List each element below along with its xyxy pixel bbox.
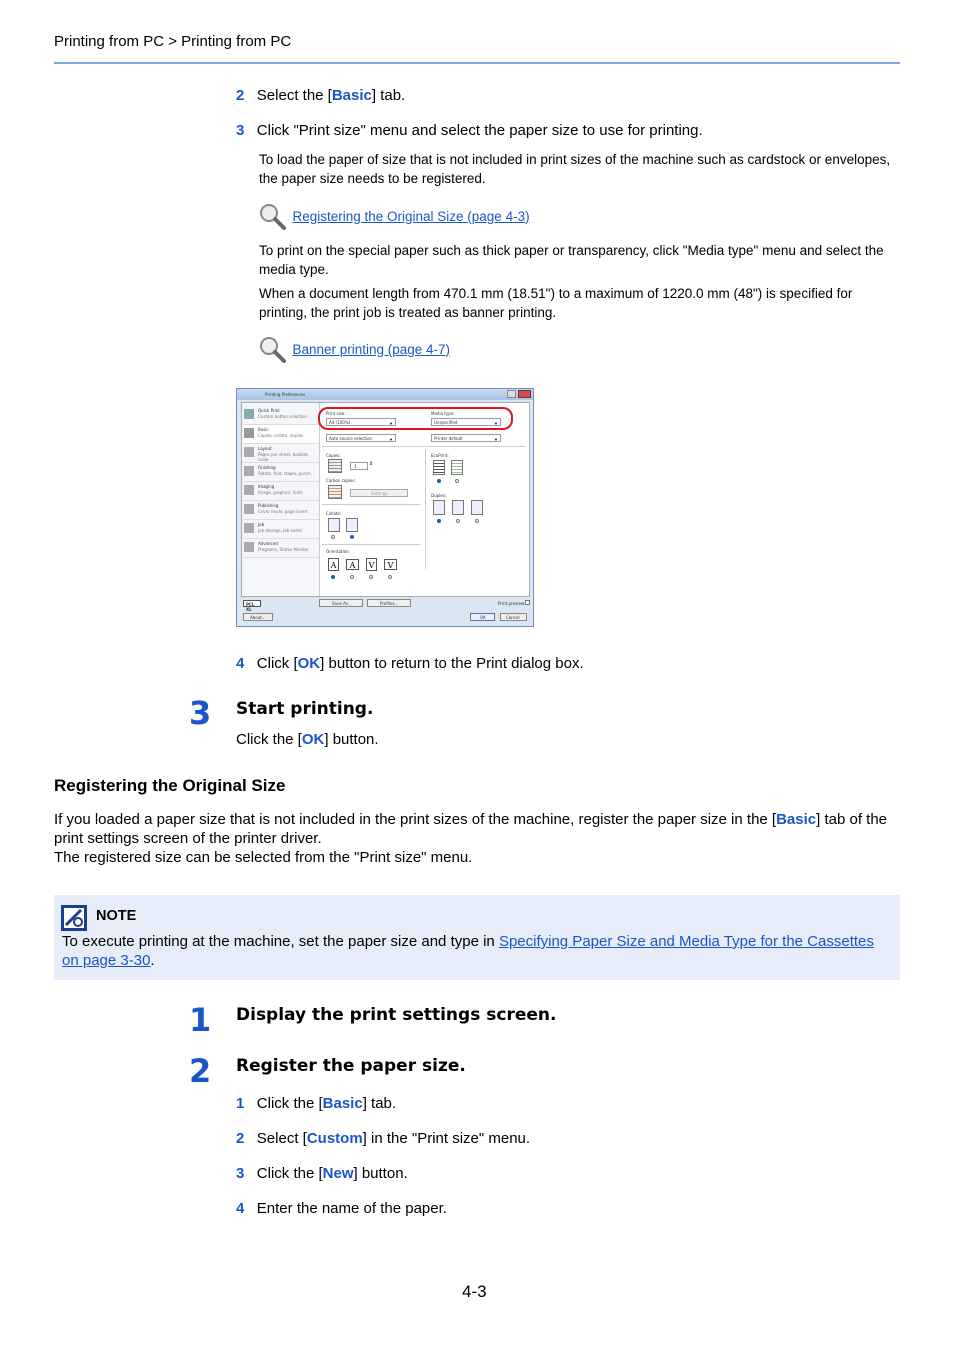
sidebar-item-layout[interactable]: Layout Pages per sheet, booklet, scale: [243, 444, 319, 463]
duplex-label: Duplex:: [431, 493, 447, 498]
substep-3-top: 3 Click "Print size" menu and select the paper size to use for printing.: [236, 122, 703, 139]
step-number: 3: [189, 694, 212, 732]
dialog-title-bar: [237, 389, 533, 400]
chevron-down-icon: ▼: [389, 437, 393, 442]
sidebar-item-advanced[interactable]: Advanced Programs, Status Monitor: [243, 539, 319, 558]
sidebar-item-basic[interactable]: Basic Copies, collate, duplex: [243, 425, 319, 444]
layout-icon: [244, 447, 254, 457]
dialog-title: Printing Preferences: [265, 392, 306, 397]
copies-input[interactable]: 1: [350, 462, 368, 470]
basic-key: Basic: [776, 811, 817, 828]
substep-4-bottom: 4 Enter the name of the paper.: [236, 1200, 447, 1217]
radio-landscape-rotated[interactable]: [388, 575, 392, 579]
substep-1-bottom: 1 Click the [Basic] tab.: [236, 1095, 397, 1112]
step-title: Display the print settings screen.: [236, 1005, 557, 1025]
note-icon: [61, 905, 87, 931]
banner-printing-link[interactable]: Banner printing (page 4-7): [292, 341, 451, 357]
media-type-label: Media type:: [431, 411, 455, 416]
substep-number: 3: [236, 1165, 245, 1182]
print-preview-checkbox[interactable]: [525, 600, 530, 605]
magnifier-icon: [258, 202, 286, 230]
step-3-body: Click the [OK] button.: [236, 731, 379, 748]
carbon-copies-icon: [328, 485, 342, 499]
radio-collate[interactable]: [350, 535, 354, 539]
ecoprint-on-icon: [451, 460, 463, 475]
radio-ecoprint-off[interactable]: [437, 479, 441, 483]
basic-key: Basic: [322, 1095, 363, 1112]
cancel-button[interactable]: Cancel: [500, 613, 527, 621]
sidebar-item-job[interactable]: Job Job storage, job name: [243, 520, 319, 539]
divider: [322, 544, 420, 545]
substep-2-bottom: 2 Select [Custom] in the "Print size" menu.: [236, 1130, 531, 1147]
chevron-down-icon: ▼: [494, 437, 498, 442]
substep-number: 4: [236, 1200, 245, 1217]
landscape-icon: A: [346, 559, 359, 570]
specifying-paper-size-link[interactable]: Specifying Paper Size and Media Type for the Cassettes on page 3-30: [62, 933, 874, 969]
note-label: NOTE: [96, 908, 137, 924]
step-number: 1: [189, 1001, 212, 1039]
radio-duplex-short[interactable]: [475, 519, 479, 523]
portrait-rotated-icon: V: [366, 558, 377, 571]
pcl-xl-badge: PCL XL: [243, 600, 261, 607]
close-icon[interactable]: [518, 390, 531, 398]
sidebar-item-publishing[interactable]: Publishing Cover mode, page insert: [243, 501, 319, 520]
landscape-rotated-icon: V: [384, 559, 397, 570]
radio-duplex-long[interactable]: [456, 519, 460, 523]
substep-4-top: 4 Click [OK] button to return to the Print dialog box.: [236, 655, 584, 672]
finishing-icon: [244, 466, 254, 476]
destination-select[interactable]: Printer default ▼: [431, 434, 501, 442]
advanced-icon: [244, 542, 254, 552]
radio-portrait[interactable]: [331, 575, 335, 579]
ok-button[interactable]: OK: [470, 613, 495, 621]
page-number: 4-3: [462, 1282, 487, 1301]
magnifier-icon: [258, 335, 286, 363]
profiles-button[interactable]: Profiles...: [367, 599, 411, 607]
divider: [322, 504, 420, 505]
radio-duplex-off[interactable]: [437, 519, 441, 523]
save-as-button[interactable]: Save As...: [319, 599, 363, 607]
step-title: Register the paper size.: [236, 1056, 466, 1076]
basic-icon: [244, 428, 254, 438]
printing-preferences-screenshot: [236, 388, 534, 627]
duplex-long-icon: [452, 500, 464, 515]
duplex-short-icon: [471, 500, 483, 515]
portrait-icon: A: [328, 558, 339, 571]
substep-3-bottom: 3 Click the [New] button.: [236, 1165, 408, 1182]
paragraph-media-type: To print on the special paper such as thick paper or transparency, click "Media type" menu and select the media type.: [259, 243, 884, 277]
sidebar-item-finishing[interactable]: Finishing Rotate, fold, staple, punch: [243, 463, 319, 482]
sidebar-item-imaging[interactable]: Imaging Image, graphics, fonts: [243, 482, 319, 501]
substep-number: 2: [236, 87, 245, 104]
carbon-settings-button[interactable]: Settings...: [350, 489, 408, 497]
substep-number: 1: [236, 1095, 245, 1112]
registering-original-size-link[interactable]: Registering the Original Size (page 4-3): [292, 208, 530, 224]
section-heading: Registering the Original Size: [54, 776, 286, 795]
sidebar-item-quick-print[interactable]: Quick Print Custom button selection: [243, 406, 319, 425]
ok-key: OK: [297, 655, 321, 672]
spinner-icon[interactable]: ⇕: [369, 461, 374, 467]
reference-2: [258, 335, 450, 365]
copies-label: Copies:: [326, 453, 341, 458]
step-title: Start printing.: [236, 699, 374, 719]
print-size-label: Print size:: [326, 411, 346, 416]
ecoprint-off-icon: [433, 460, 445, 475]
help-icon[interactable]: [507, 390, 516, 398]
dialog-body: [241, 402, 530, 597]
paragraph-register-note: To load the paper of size that is not included in print sizes of the machine such as cardstock or envelopes, the paper size needs to be registered.: [259, 152, 891, 186]
highlight-ellipse: [318, 407, 513, 430]
imaging-icon: [244, 485, 254, 495]
reference-1: [258, 202, 530, 232]
new-key: New: [322, 1165, 354, 1182]
note-text: To execute printing at the machine, set the paper size and type in Specifying Paper Size and Media Type for the Cassettes on page 3-30.: [62, 933, 874, 969]
publishing-icon: [244, 504, 254, 514]
substep-number: 4: [236, 655, 245, 672]
radio-portrait-rotated[interactable]: [369, 575, 373, 579]
radio-landscape[interactable]: [350, 575, 354, 579]
dialog-sidebar: [242, 403, 320, 596]
chevron-down-icon: ▼: [494, 421, 498, 426]
paragraph-banner: When a document length from 470.1 mm (18.51") to a maximum of 1220.0 mm (48") is specified for printing, the print job is treated as banner printing.: [259, 286, 853, 320]
chevron-down-icon: ▼: [389, 421, 393, 426]
divider-vertical: [425, 449, 426, 569]
source-select[interactable]: Auto source selection ▼: [326, 434, 396, 442]
carbon-copies-label: Carbon copies:: [326, 478, 356, 483]
print-size-select[interactable]: A4 (100%) ▼: [326, 418, 396, 426]
about-button[interactable]: About...: [243, 613, 273, 621]
substep-number: 2: [236, 1130, 245, 1147]
header-rule: [54, 62, 900, 64]
media-type-select[interactable]: Unspecified ▼: [431, 418, 501, 426]
copies-icon: [328, 459, 342, 473]
collate-label: Collate:: [326, 511, 342, 516]
substep-2-top: 2 Select the [Basic] tab.: [236, 87, 406, 104]
radio-uncollate[interactable]: [331, 535, 335, 539]
orientation-label: Orientation:: [326, 549, 350, 554]
quick-print-icon: [244, 409, 254, 419]
job-icon: [244, 523, 254, 533]
basic-key: Basic: [331, 87, 372, 104]
step-number: 2: [189, 1052, 212, 1090]
ecoprint-label: EcoPrint:: [431, 453, 449, 458]
breadcrumb: Printing from PC > Printing from PC: [54, 33, 292, 50]
collate-icon: [346, 518, 358, 532]
divider: [322, 446, 525, 447]
section-paragraph-2: The registered size can be selected from the "Print size" menu.: [54, 849, 473, 866]
duplex-off-icon: [433, 500, 445, 515]
substep-number: 3: [236, 122, 245, 139]
uncollate-icon: [328, 518, 340, 532]
custom-key: Custom: [306, 1130, 363, 1147]
ok-key: OK: [301, 731, 325, 748]
note-box: [54, 895, 900, 980]
print-preview-label: Print preview: [498, 601, 525, 606]
radio-ecoprint-on[interactable]: [455, 479, 459, 483]
sidebar-list: [243, 406, 319, 558]
section-paragraph: If you loaded a paper size that is not included in the print sizes of the machine, register the paper size in the [Basic] tab of the print settings screen of the printer driver.: [54, 811, 888, 847]
